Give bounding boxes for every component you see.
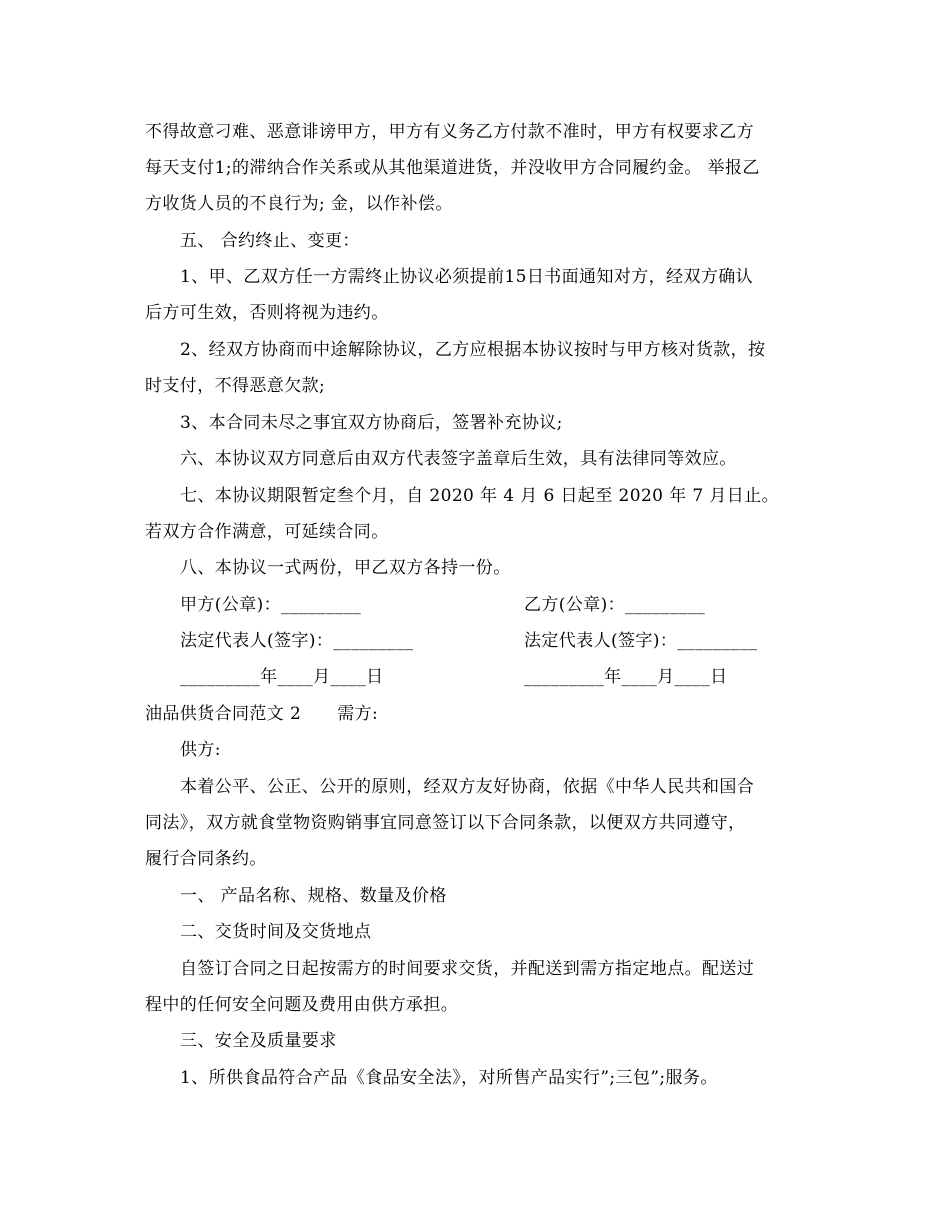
contract2-title: 油品供货合同范文 2	[145, 704, 302, 724]
paragraph-line: 七、本协议期限暂定叁个月，自 2020 年 4 月 6 日起至 2020 年 7 月日止。	[180, 486, 780, 506]
paragraph-line: 时支付，不得恶意欠款;	[145, 376, 326, 396]
section-heading: 八、本协议一式两份，甲乙双方各持一份。	[180, 558, 511, 578]
party-a-date: _________年____月____日	[180, 667, 384, 687]
paragraph-line: 2、经双方协商而中途解除协议，乙方应根据本协议按时与甲方核对货款，按	[180, 340, 766, 360]
clause-heading: 三、安全及质量要求	[180, 1031, 337, 1051]
party-a-representative: 法定代表人(签字)：_________	[180, 631, 414, 651]
paragraph-line: 本着公平、公正、公开的原则，经双方友好协商，依据《中华人民共和国合	[180, 777, 755, 797]
supplier-label: 供方:	[180, 740, 221, 760]
party-b-representative: 法定代表人(签字)：_________	[524, 631, 758, 651]
paragraph-line: 程中的任何安全问题及费用由供方承担。	[145, 995, 459, 1015]
paragraph-line: 每天支付1;的滞纳合作关系或从其他渠道进货，并没收甲方合同履约金。 举报乙	[145, 158, 760, 178]
paragraph-line: 1、所供食品符合产品《食品安全法》，对所售产品实行”;三包”;服务。	[180, 1068, 718, 1088]
paragraph-line: 3、本合同未尽之事宜双方协商后，签署补充协议;	[180, 413, 563, 433]
paragraph-line: 履行合同条约。	[145, 849, 267, 869]
buyer-label: 需方:	[337, 704, 379, 724]
clause-heading: 二、交货时间及交货地点	[180, 922, 372, 942]
section-heading: 五、 合约终止、变更：	[180, 231, 360, 251]
party-a-seal: 甲方(公章)：_________	[180, 595, 362, 615]
clause-heading: 一、 产品名称、规格、数量及价格	[180, 886, 447, 906]
paragraph-line: 方收货人员的不良行为; 金，以作补偿。	[145, 194, 453, 214]
paragraph-line: 后方可生效，否则将视为违约。	[145, 303, 389, 323]
contract2-title-row	[145, 702, 378, 726]
paragraph-line: 自签订合同之日起按需方的时间要求交货，并配送到需方指定地点。配送过	[180, 959, 755, 979]
party-b-date: _________年____月____日	[524, 667, 728, 687]
section-heading: 六、本协议双方同意后由双方代表签字盖章后生效，具有法律同等效应。	[180, 449, 737, 469]
paragraph-line: 同法》，双方就食堂物资购销事宜同意签订以下合同条款，以便双方共同遵守，	[145, 813, 746, 833]
party-b-seal: 乙方(公章)：_________	[524, 595, 706, 615]
paragraph-line: 不得故意刁难、恶意诽谤甲方，甲方有义务乙方付款不准时，甲方有权要求乙方	[145, 122, 754, 142]
paragraph-line: 1、甲、乙双方任一方需终止协议必须提前15日书面通知对方，经双方确认	[180, 267, 754, 287]
paragraph-line: 若双方合作满意，可延续合同。	[145, 522, 389, 542]
